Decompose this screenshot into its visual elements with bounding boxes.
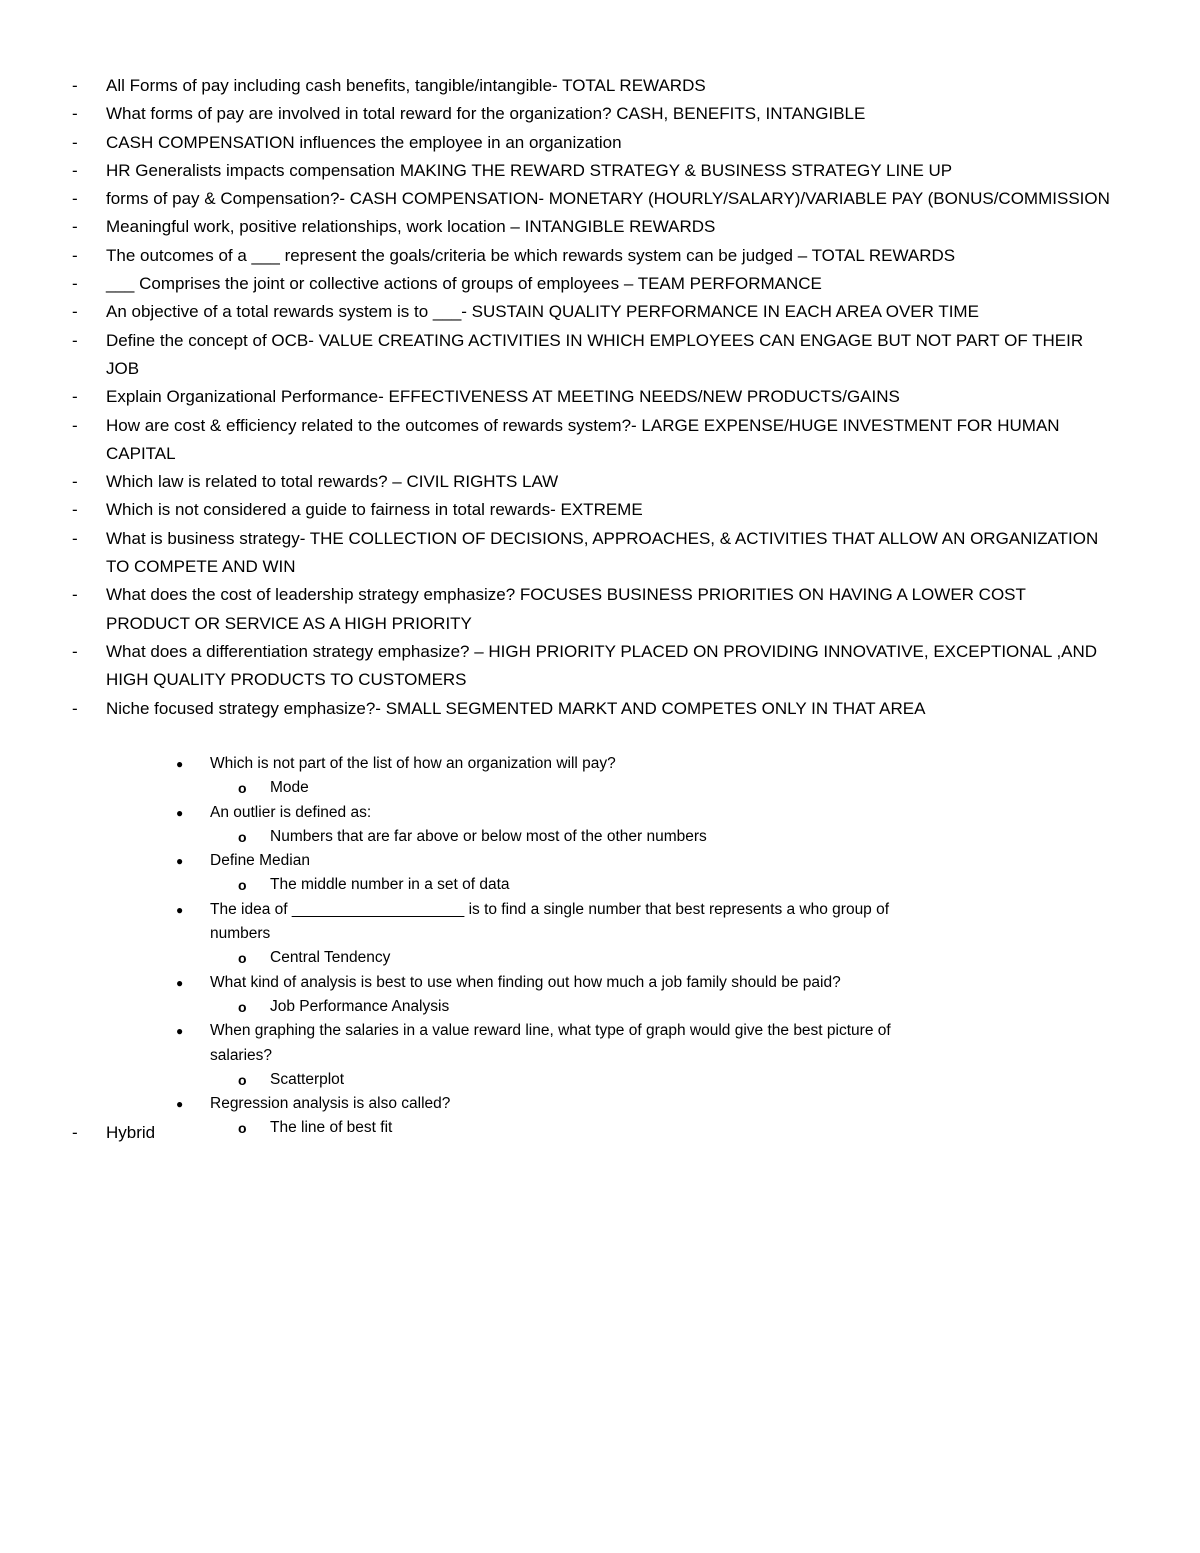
dash-marker: - <box>72 217 78 237</box>
sub-question-list <box>0 752 1200 1141</box>
sub-answer-text: Job Performance Analysis <box>270 997 450 1015</box>
sub-answer-text: Mode <box>270 779 309 797</box>
item-text: Explain Organizational Performance- EFFECTIVENESS AT MEETING NEEDS/NEW PRODUCTS/GAINS <box>106 387 900 407</box>
list-item <box>0 185 1200 213</box>
sub-answer <box>0 946 1200 970</box>
item-text: Which law is related to total rewards? – CIVIL RIGHTS LAW <box>106 472 559 492</box>
circle-marker: o <box>238 780 247 797</box>
item-text: What is business strategy- THE COLLECTION OF DECISIONS, APPROACHES, & ACTIVITIES THAT ALLOW AN ORGANIZATION TO COMPETE AND WIN <box>106 528 1099 577</box>
sub-question-text: Define Median <box>210 852 310 870</box>
sub-answer-text: Scatterplot <box>270 1070 345 1088</box>
list-item <box>0 157 1200 185</box>
sub-answer-text: Numbers that are far above or below most of the other numbers <box>270 827 707 845</box>
item-text: The outcomes of a ___ represent the goals/criteria be which rewards system can be judged – TOTAL REWARDS <box>106 245 956 265</box>
item-text: Niche focused strategy emphasize?- SMALL SEGMENTED MARKT AND COMPETES ONLY IN THAT AREA <box>106 698 926 718</box>
bullet-marker: ● <box>176 975 184 990</box>
sub-answer <box>0 1068 1200 1092</box>
dash-marker: - <box>72 698 78 718</box>
sub-question-text: The idea of ____________________ is to find a single number that best represents a who group of numbers <box>210 900 890 943</box>
bullet-marker: ● <box>176 757 184 771</box>
sub-question <box>0 849 1200 873</box>
circle-marker: o <box>238 950 247 967</box>
list-item <box>0 695 1200 723</box>
list-item <box>0 100 1200 128</box>
circle-marker: o <box>238 877 247 894</box>
list-item <box>0 468 1200 496</box>
sub-question-text: Regression analysis is also called? <box>210 1095 451 1113</box>
dash-marker: - <box>72 245 78 265</box>
dash-marker: - <box>72 104 78 124</box>
circle-marker: o <box>238 998 247 1015</box>
sub-answer <box>0 995 1200 1019</box>
sub-answer-text: Central Tendency <box>270 949 391 967</box>
sub-question <box>0 752 1200 776</box>
circle-marker: o <box>238 1120 247 1137</box>
sub-question-text: What kind of analysis is best to use when finding out how much a job family should be paid? <box>210 973 841 991</box>
list-item <box>0 638 1200 695</box>
dash-marker: - <box>72 76 78 95</box>
item-text: HR Generalists impacts compensation MAKING THE REWARD STRATEGY & BUSINESS STRATEGY LINE UP <box>106 160 953 180</box>
bullet-marker: ● <box>176 1024 184 1039</box>
hybrid-label: Hybrid <box>106 1123 156 1142</box>
sub-answer <box>0 873 1200 897</box>
list-item <box>0 496 1200 524</box>
sub-answer <box>0 1116 1200 1140</box>
dash-marker: - <box>72 189 78 209</box>
circle-marker: o <box>238 1071 247 1088</box>
sub-answer <box>0 776 1200 800</box>
bullet-marker: ● <box>176 805 184 820</box>
list-item <box>0 412 1200 469</box>
item-text: Define the concept of OCB- VALUE CREATING ACTIVITIES IN WHICH EMPLOYEES CAN ENGAGE BUT NOT PART OF THEIR JOB <box>106 330 1084 378</box>
list-item <box>0 242 1200 270</box>
item-text: An objective of a total rewards system is to ___- SUSTAIN QUALITY PERFORMANCE IN EACH AREA OVER TIME <box>106 302 979 322</box>
item-text: What does a differentiation strategy emphasize? – HIGH PRIORITY PLACED ON PROVIDING INNOVATIVE, EXCEPTIONAL ,AND HIGH QUALITY PRODUCTS TO CUSTOMERS <box>106 641 1098 690</box>
sub-answer <box>0 825 1200 849</box>
sub-question <box>0 801 1200 825</box>
list-item <box>0 72 1200 100</box>
list-item <box>0 525 1200 582</box>
sub-question <box>0 1019 1200 1068</box>
sub-question-text: Which is not part of the list of how an organization will pay? <box>210 755 616 772</box>
item-text: How are cost & efficiency related to the outcomes of rewards system?- LARGE EXPENSE/HUGE INVESTMENT FOR HUMAN CAPITAL <box>106 415 1060 463</box>
dash-marker: - <box>72 472 78 492</box>
item-text: Which is not considered a guide to fairness in total rewards- EXTREME <box>106 500 643 520</box>
list-item <box>0 298 1200 326</box>
dash-marker: - <box>72 528 78 548</box>
sub-question <box>0 971 1200 995</box>
dash-marker: - <box>72 415 78 435</box>
sub-question-text: An outlier is defined as: <box>210 803 372 821</box>
bullet-marker: ● <box>176 854 184 869</box>
qa-list <box>0 72 1200 723</box>
dash-marker: - <box>72 302 78 322</box>
item-text: What forms of pay are involved in total reward for the organization? CASH, BENEFITS, INTANGIBLE <box>106 104 866 124</box>
item-text: forms of pay & Compensation?- CASH COMPENSATION- MONETARY (HOURLY/SALARY)/VARIABLE PAY (BONUS/COMMISSION <box>106 189 1110 209</box>
list-item <box>0 213 1200 241</box>
list-item <box>0 270 1200 298</box>
item-text: All Forms of pay including cash benefits, tangible/intangible- TOTAL REWARDS <box>106 76 706 95</box>
sub-question <box>0 1092 1200 1116</box>
dash-marker: - <box>72 132 78 152</box>
dash-marker: - <box>72 1123 78 1142</box>
list-item <box>0 129 1200 157</box>
sub-question-text: When graphing the salaries in a value reward line, what type of graph would give the best picture of salaries? <box>210 1022 891 1064</box>
sub-answer-text: The middle number in a set of data <box>270 876 510 894</box>
item-text: What does the cost of leadership strategy emphasize? FOCUSES BUSINESS PRIORITIES ON HAVING A LOWER COST PRODUCT OR SERVICE AS A HIGH PRIORITY <box>106 585 1026 633</box>
list-item <box>0 383 1200 411</box>
sub-question <box>0 898 1200 947</box>
circle-marker: o <box>238 828 247 845</box>
bullet-marker: ● <box>176 1097 184 1112</box>
dash-marker: - <box>72 500 78 520</box>
dash-marker: - <box>72 330 78 350</box>
dash-marker: - <box>72 274 78 294</box>
item-text: ___ Comprises the joint or collective actions of groups of employees – TEAM PERFORMANCE <box>106 274 822 294</box>
dash-marker: - <box>72 585 78 605</box>
list-item <box>0 327 1200 384</box>
dash-marker: - <box>72 387 78 407</box>
dash-marker: - <box>72 160 78 180</box>
item-text: CASH COMPENSATION influences the employee in an organization <box>106 132 622 152</box>
bullet-marker: ● <box>176 902 184 917</box>
item-text: Meaningful work, positive relationships, work location – INTANGIBLE REWARDS <box>106 217 716 237</box>
sub-answer-text: The line of best fit <box>270 1119 393 1137</box>
dash-marker: - <box>72 641 78 661</box>
list-item <box>0 581 1200 638</box>
